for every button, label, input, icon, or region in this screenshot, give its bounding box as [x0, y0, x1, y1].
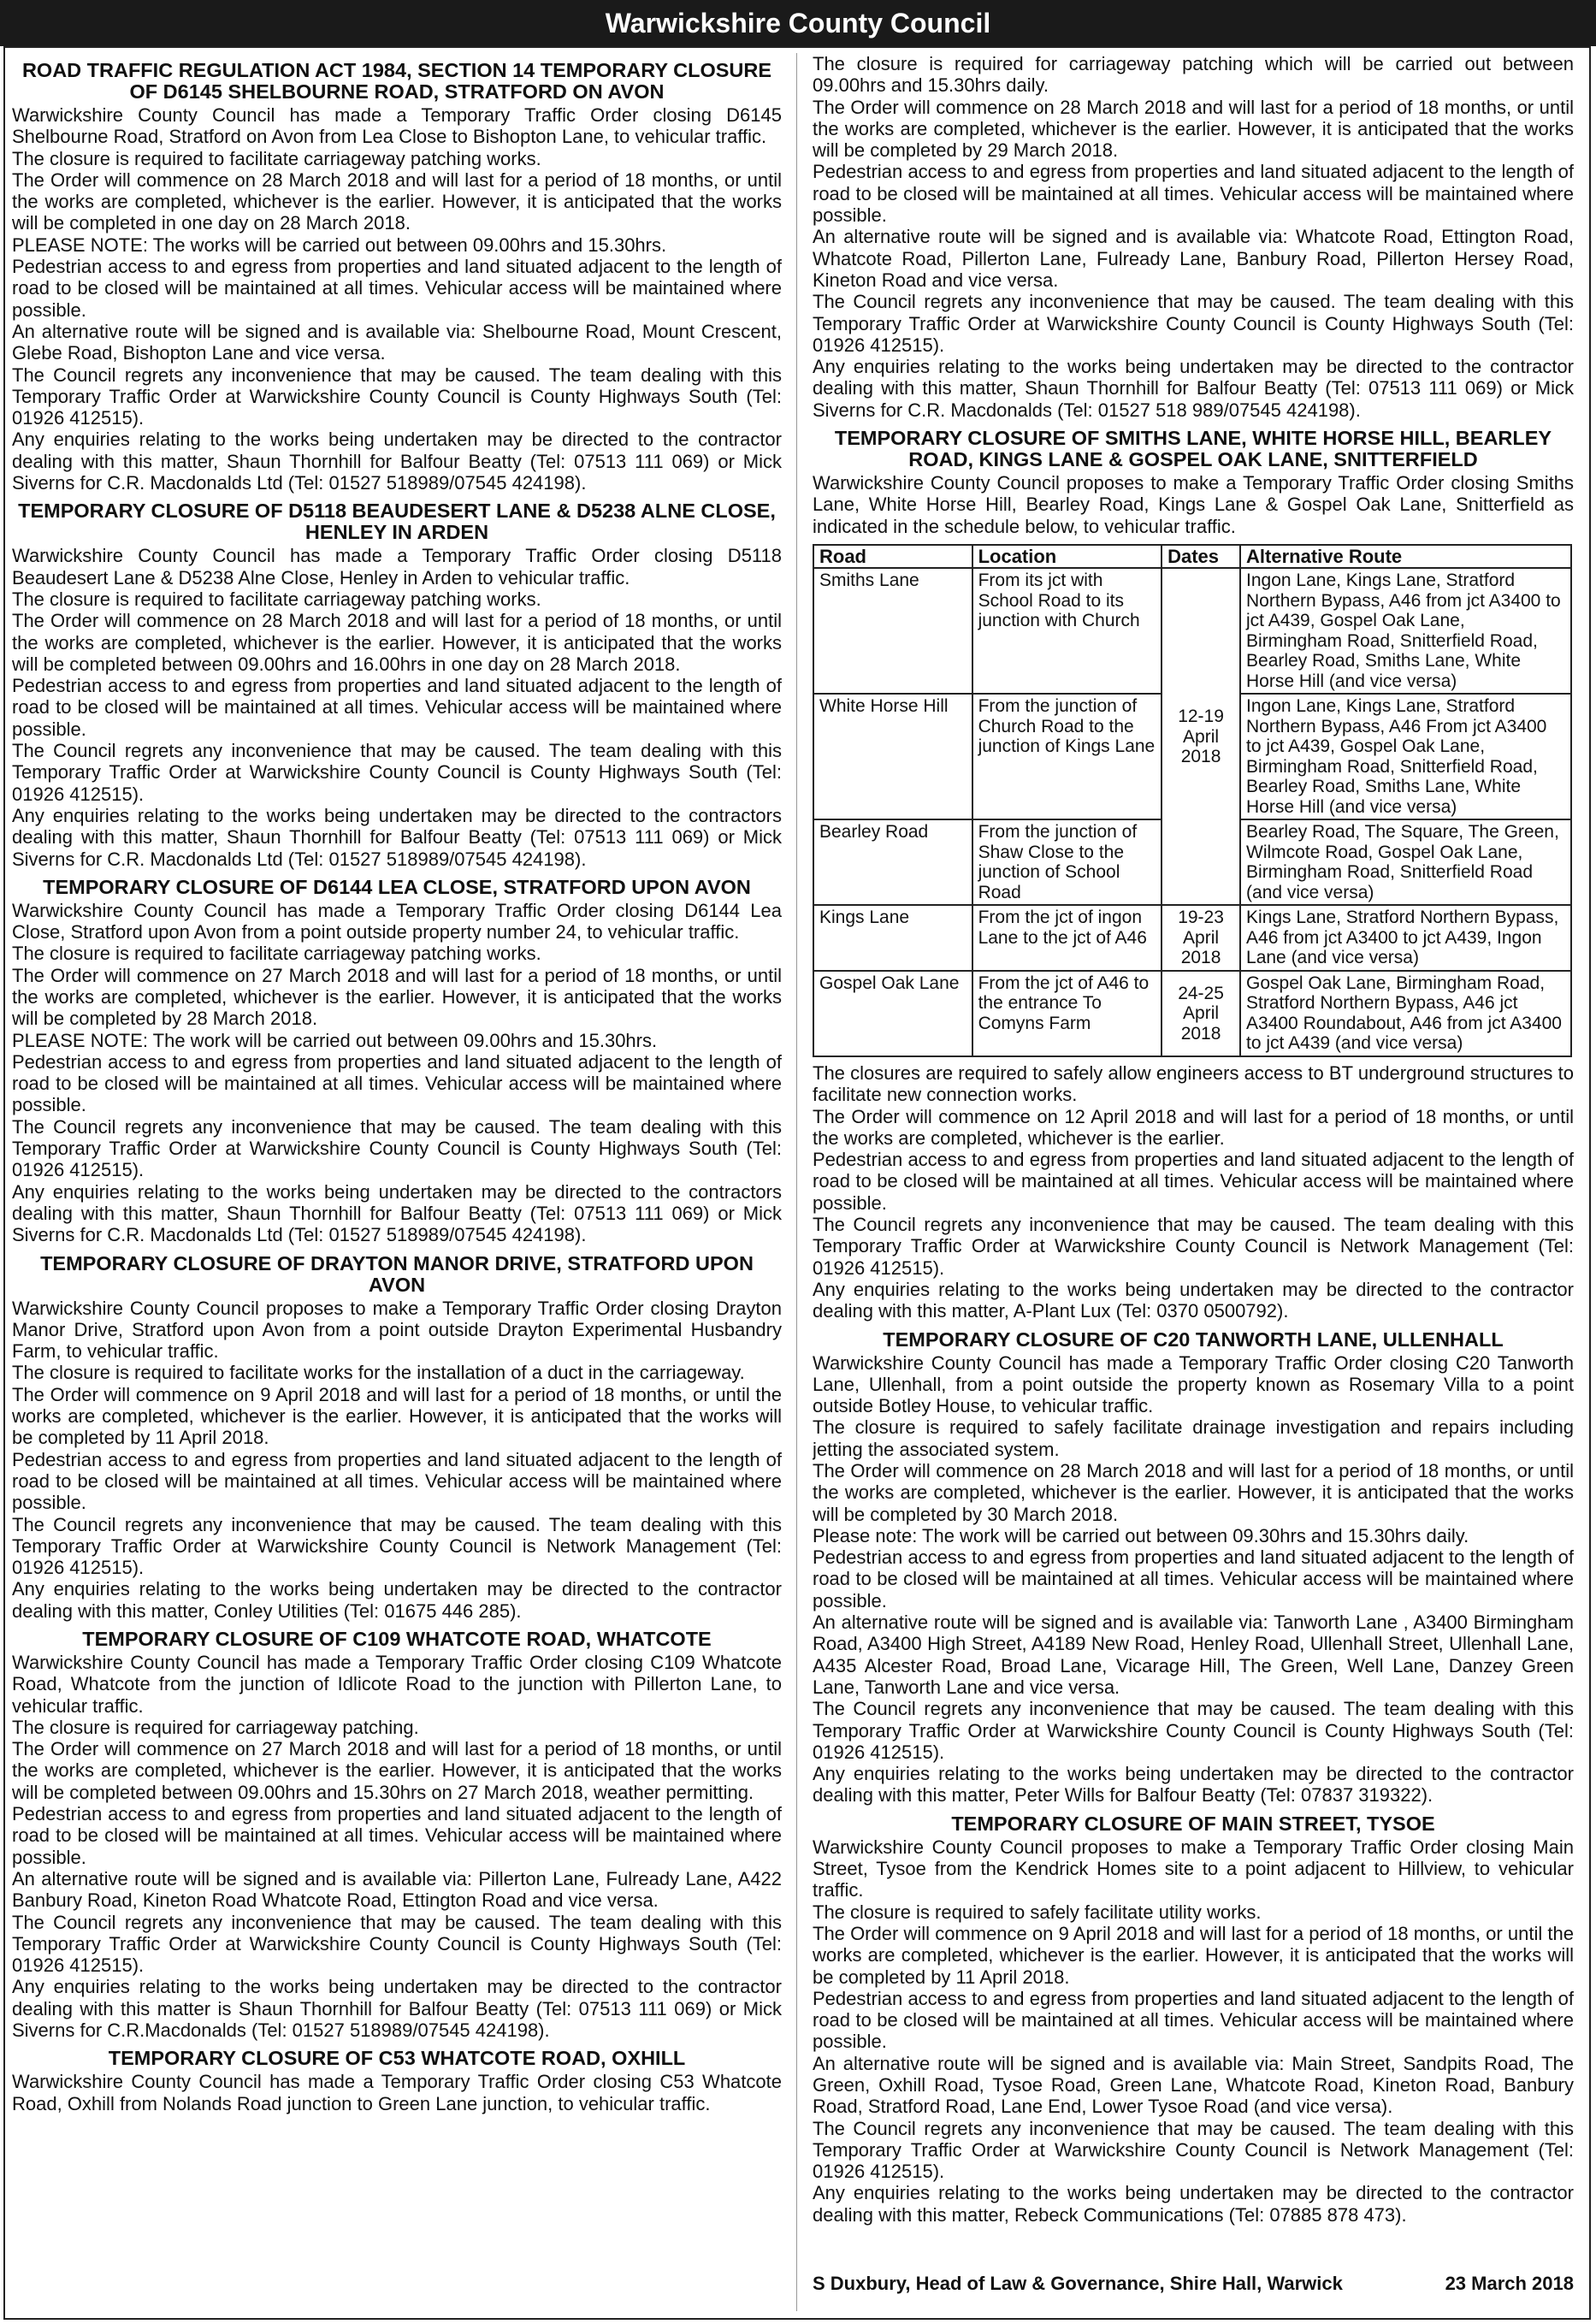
notice-paragraph: An alternative route will be signed and is available via: Pillerton Lane, Fulready Lane, A422 Banbury Road, Kineton Road Whatcote Road, Ettington Road and vice versa. — [12, 1867, 782, 1912]
notice-paragraph: The closure is required to safely facilitate utility works. — [813, 1901, 1262, 1923]
dates-cell: 12-19 April 2018 — [1162, 568, 1240, 905]
notice-group — [813, 1329, 1574, 2226]
table-header-cell: Location — [972, 545, 1162, 569]
notice-paragraph: Warwickshire County Council has made a Temporary Traffic Order closing C53 Whatcote Road, Oxhill from Nolands Road junction to Green Lane junction, to vehicular traffic. — [12, 2071, 782, 2114]
notice-paragraph: The Order will commence on 28 March 2018 and will last for a period of 18 months, or until the works are completed, whichever is the earlier. However, it is anticipated that the works will be completed in one day on 28 March 2018. — [12, 169, 782, 234]
notice-heading: ROAD TRAFFIC REGULATION ACT 1984, SECTION 14 TEMPORARY CLOSURE OF D6145 SHELBOURNE ROAD, STRATFORD ON AVON — [21, 59, 772, 103]
road-cell: Kings Lane — [813, 905, 972, 971]
notice-paragraph: The Council regrets any inconvenience that may be caused. The team dealing with this Temporary Traffic Order at Warwickshire County Council is County Highways South (Tel: 01926 412515). — [813, 291, 1574, 356]
table-header-cell: Dates — [1162, 545, 1240, 569]
route-cell: Ingon Lane, Kings Lane, Stratford Northern Bypass, A46 From jct A3400 to jct A439, Gospel Oak Lane, Birmingham Road, Snitterfield Road, Bearley Road, Smiths Lane, White Horse Hill (and vice versa) — [1240, 694, 1571, 819]
notice-paragraph: PLEASE NOTE: The works will be carried out between 09.00hrs and 15.30hrs. — [12, 234, 667, 256]
notice-heading: TEMPORARY CLOSURE OF D5118 BEAUDESERT LANE & D5238 ALNE CLOSE, HENLEY IN ARDEN — [18, 500, 776, 544]
notice-paragraph: Pedestrian access to and egress from properties and land situated adjacent to the length of road to be closed will be maintained at all times. Vehicular access will be maintained where possible. — [12, 1803, 782, 1868]
notice-paragraph: Any enquiries relating to the works being undertaken may be directed to the contractors dealing with this matter, Shaun Thornhill for Balfour Beatty (Tel: 07513 111 069) or Mick Siverns for C.R. Macdonalds Ltd (Tel: 01527 518989/07545 424198). — [12, 804, 782, 870]
notice-paragraph: Any enquiries relating to the works being undertaken may be directed to the contractor dealing with this matter is Shaun Thornhill for Balfour Beatty (Tel: 07513 111 069) or Mick Siverns for C.R.Macdonalds (Tel: 01527 518989/07545 424198). — [12, 1976, 782, 2042]
notice-paragraph: Any enquiries relating to the works being undertaken may be directed to the contractors dealing with this matter, Shaun Thornhill for Balfour Beatty (Tel: 07513 111 069) or Mick Siverns for C.R. Macdonalds Ltd (Tel: 01527 518989/07545 424198). — [12, 1180, 782, 1246]
notice-paragraph: The closure is required to safely facilitate drainage investigation and repairs including jetting the associated system. — [813, 1416, 1574, 1460]
road-cell: Smiths Lane — [813, 568, 972, 694]
notice-paragraph: Pedestrian access to and egress from properties and land situated adjacent to the length of road to be closed will be maintained at all times. Vehicular access will be maintained where possible. — [12, 1050, 782, 1116]
notice-paragraph: The closure is required to facilitate works for the installation of a duct in the carriageway. — [12, 1362, 745, 1384]
footer — [813, 2272, 1574, 2296]
notice-paragraph: The Order will commence on 28 March 2018 and will last for a period of 18 months, or until the works are completed, whichever is the earlier. However, it is anticipated that the works will be completed by 30 March 2018. — [813, 1459, 1574, 1525]
notice-heading: TEMPORARY CLOSURE OF MAIN STREET, TYSOE — [951, 1812, 1435, 1835]
notice-paragraph: Warwickshire County Council proposes to make a Temporary Traffic Order closing Smiths Lane, White Horse Hill, Bearley Road, Kings Lane & Gospel Oak Lane, Snitterfield as indicated in the schedule below, to vehicular traffic. — [813, 472, 1574, 537]
road-cell: Gospel Oak Lane — [813, 971, 972, 1056]
notice-paragraph: Warwickshire County Council proposes to make a Temporary Traffic Order closing Drayton Manor Drive, Stratford upon Avon from a point outside Drayton Experimental Husbandry Farm, to vehicular traffic. — [12, 1297, 782, 1363]
notice — [12, 1253, 782, 1622]
notice — [12, 2048, 782, 2114]
dates-cell: 19-23 April 2018 — [1162, 905, 1240, 971]
notice-paragraph: An alternative route will be signed and is available via: Main Street, Sandpits Road, The Green, Oxhill Road, Tysoe Road, Green Lane, Whatcote Road, Kineton Road, Banbury Road, Stratford Road, Lane End, Lower Tysoe Road (and vice versa). — [813, 2052, 1574, 2118]
left-column — [12, 53, 782, 2311]
notice-paragraph: Pedestrian access to and egress from properties and land situated adjacent to the length of road to be closed will be maintained at all times. Vehicular access will be maintained where possible. — [813, 161, 1574, 227]
notice-paragraph: The Council regrets any inconvenience that may be caused. The team dealing with this Temporary Traffic Order at Warwickshire County Council is County Highways South (Tel: 01926 412515). — [12, 1115, 782, 1181]
notice-paragraph: The Council regrets any inconvenience that may be caused. The team dealing with this Temporary Traffic Order at Warwickshire County Council is County Highways South (Tel: 01926 412515). — [813, 1698, 1574, 1763]
notice-paragraph: Warwickshire County Council proposes to make a Temporary Traffic Order closing Main Street, Tysoe from the Kendrick Homes site to a point adjacent to Hillview, to vehicular traffic. — [813, 1836, 1574, 1901]
notice-paragraph: Warwickshire County Council has made a Temporary Traffic Order closing D6145 Shelbourne Road, Stratford on Avon from Lea Close to Bishopton Lane, to vehicular traffic. — [12, 104, 782, 148]
right-column — [813, 53, 1574, 2294]
notice-snitterfield — [813, 428, 1574, 1322]
publication-date: 23 March 2018 — [1445, 2273, 1574, 2294]
notice-paragraph: Any enquiries relating to the works being undertaken may be directed to the contractor dealing with this matter, A-Plant Lux (Tel: 0370 0500792). — [813, 1278, 1574, 1322]
road-cell: Bearley Road — [813, 819, 972, 905]
notice-paragraph: The Council regrets any inconvenience that may be caused. The team dealing with this Temporary Traffic Order at Warwickshire County Council is County Highways South (Tel: 01926 412515). — [12, 1911, 782, 1977]
notice-paragraph: An alternative route will be signed and is available via: Whatcote Road, Ettington Road, Whatcote Road, Pillerton Lane, Fulready Lane, Banbury Road, Pillerton Hersey Road, Kineton Road and vice versa. — [813, 226, 1574, 291]
notice-paragraph: Warwickshire County Council has made a Temporary Traffic Order closing D5118 Beaudesert Lane & D5238 Alne Close, Henley in Arden to vehicular traffic. — [12, 545, 782, 588]
notice — [12, 500, 782, 869]
notice-heading: TEMPORARY CLOSURE OF C53 WHATCOTE ROAD, OXHILL — [108, 2047, 686, 2070]
notice-paragraph: The Order will commence on 9 April 2018 and will last for a period of 18 months, or until the works are completed, whichever is the earlier. However, it is anticipated that the works will be completed by 11 April 2018. — [12, 1383, 782, 1449]
notice-paragraph: The Order will commence on 28 March 2018 and will last for a period of 18 months, or until the works are completed, whichever is the earlier. However, it is anticipated that the works will be completed by 29 March 2018. — [813, 96, 1574, 162]
table-row — [813, 568, 1571, 694]
notice-paragraph: The Council regrets any inconvenience that may be caused. The team dealing with this Temporary Traffic Order at Warwickshire County Council is County Highways South (Tel: 01926 412515). — [12, 364, 782, 429]
notice-paragraph: The Council regrets any inconvenience that may be caused. The team dealing with this Temporary Traffic Order at Warwickshire County Council is County Highways South (Tel: 01926 412515). — [12, 740, 782, 805]
notice-paragraph: Pedestrian access to and egress from properties and land situated adjacent to the length of road to be closed will be maintained at all times. Vehicular access will be maintained where possible. — [12, 1448, 782, 1514]
route-cell: Bearley Road, The Square, The Green, Wilmcote Road, Gospel Oak Lane, Birmingham Road, Snitterfield Road (and vice versa) — [1240, 819, 1571, 905]
closure-schedule-table — [813, 544, 1572, 1057]
notice-paragraph: Pedestrian access to and egress from properties and land situated adjacent to the length of road to be closed will be maintained at all times. Vehicular access will be maintained where possible. — [813, 1987, 1574, 2053]
notice-paragraph: The Order will commence on 27 March 2018 and will last for a period of 18 months, or until the works are completed, whichever is the earlier. However, it is anticipated that the works will be completed between 09.00hrs and 15.30hrs on 27 March 2018, weather permitting. — [12, 1738, 782, 1803]
table-row — [813, 971, 1571, 1056]
notice-paragraph: Any enquiries relating to the works being undertaken may be directed to the contractor dealing with this matter, Peter Wills for Balfour Beatty (Tel: 07837 319322). — [813, 1763, 1574, 1807]
dates-cell: 24-25 April 2018 — [1162, 971, 1240, 1056]
notice-paragraph: Any enquiries relating to the works being undertaken may be directed to the contractor dealing with this matter, Conley Utilities (Tel: 01675 446 285). — [12, 1578, 782, 1622]
notice-heading: TEMPORARY CLOSURE OF SMITHS LANE, WHITE HORSE HILL, BEARLEY ROAD, KINGS LANE & GOSPEL OAK LANE, SNITTERFIELD — [834, 427, 1552, 471]
notice-heading: TEMPORARY CLOSURE OF C109 WHATCOTE ROAD, WHATCOTE — [82, 1628, 712, 1650]
notice-paragraph: Warwickshire County Council has made a Temporary Traffic Order closing C20 Tanworth Lane, Ullenhall, from a point outside the property known as Rosemary Villa to a point outside Botley House, to vehicular traffic. — [813, 1351, 1574, 1417]
notice-paragraph: Any enquiries relating to the works being undertaken may be directed to the contractor dealing with this matter, Shaun Thornhill for Balfour Beatty (Tel: 07513 111 069) or Mick Siverns for C.R. Macdonalds (Tel: 01527 518 989/07545 424198). — [813, 356, 1574, 421]
notice-paragraph: Any enquiries relating to the works being undertaken may be directed to the contractor dealing with this matter, Rebeck Communications (Tel: 07885 878 473). — [813, 2182, 1574, 2226]
notice-paragraph: The Order will commence on 27 March 2018 and will last for a period of 18 months, or until the works are completed, whichever is the earlier. However, it is anticipated that the works will be completed by 28 March 2018. — [12, 964, 782, 1030]
notice-paragraph: PLEASE NOTE: The work will be carried out between 09.00hrs and 15.30hrs. — [12, 1029, 658, 1051]
notice-paragraph: Warwickshire County Council has made a Temporary Traffic Order closing D6144 Lea Close, Stratford upon Avon from a point outside property number 24, to vehicular traffic. — [12, 899, 782, 943]
notice-heading: TEMPORARY CLOSURE OF C20 TANWORTH LANE, ULLENHALL — [883, 1328, 1504, 1351]
notice — [813, 1329, 1574, 1807]
notice-paragraph: The Order will commence on 12 April 2018 and will last for a period of 18 months, or until the works are completed, whichever is the earlier. — [813, 1105, 1574, 1149]
road-cell: White Horse Hill — [813, 694, 972, 819]
council-banner: Warwickshire County Council — [0, 0, 1596, 46]
table-header-cell: Road — [813, 545, 972, 569]
column-divider — [796, 53, 797, 2311]
notice-paragraph: The closure is required to facilitate carriageway patching works. — [12, 588, 541, 610]
notice-paragraph: The Order will commence on 9 April 2018 and will last for a period of 18 months, or until the works are completed, whichever is the earlier. However, it is anticipated that the works will be completed by 11 April 2018. — [813, 1922, 1574, 1988]
location-cell: From its jct with School Road to its junction with Church — [972, 568, 1162, 694]
location-cell: From the junction of Shaw Close to the junction of School Road — [972, 819, 1162, 905]
table-header-cell: Alternative Route — [1240, 545, 1571, 569]
location-cell: From the jct of ingon Lane to the jct of A46 — [972, 905, 1162, 971]
notice-continuation — [813, 53, 1574, 421]
notice-paragraph: The Council regrets any inconvenience that may be caused. The team dealing with this Temporary Traffic Order at Warwickshire County Council is Network Management (Tel: 01926 412515). — [813, 1214, 1574, 1279]
notice — [813, 1813, 1574, 2226]
notice-paragraph: Warwickshire County Council has made a Temporary Traffic Order closing C109 Whatcote Road, Whatcote from the junction of Idlicote Road to the junction with Pillerton Lane, to vehicular traffic. — [12, 1652, 782, 1717]
notice-heading: TEMPORARY CLOSURE OF D6144 LEA CLOSE, STRATFORD UPON AVON — [43, 875, 751, 898]
route-cell: Kings Lane, Stratford Northern Bypass, A46 from jct A3400 to jct A439, Ingon Lane (and vice versa) — [1240, 905, 1571, 971]
location-cell: From the jct of A46 to the entrance To Comyns Farm — [972, 971, 1162, 1056]
notice-paragraph: An alternative route will be signed and is available via: Tanworth Lane , A3400 Birmingham Road, A3400 High Street, A4189 New Road, Henley Road, Ullenhall Street, Ullenhall Lane, A435 Alcester Road, Broad Lane, Vicarage Hill, The Green, Well Lane, Danzey Green Lane, Tanworth Lane and vice versa. — [813, 1611, 1574, 1698]
notice-body — [813, 1062, 1574, 1322]
notice-paragraph: The Order will commence on 28 March 2018 and will last for a period of 18 months, or until the works are completed, whichever is the earlier. However, it is anticipated that the works will be completed between 09.00hrs and 16.00hrs in one day on 28 March 2018. — [12, 610, 782, 675]
location-cell: From the junction of Church Road to the junction of Kings Lane — [972, 694, 1162, 819]
table-header-row — [813, 545, 1571, 569]
signatory: S Duxbury, Head of Law & Governance, Shire Hall, Warwick — [813, 2273, 1343, 2294]
table-row — [813, 905, 1571, 971]
notice-heading: TEMPORARY CLOSURE OF DRAYTON MANOR DRIVE, STRATFORD UPON AVON — [40, 1251, 754, 1296]
notice-paragraph: Please note: The work will be carried out between 09.30hrs and 15.30hrs daily. — [813, 1524, 1469, 1546]
notice-paragraph: The closure is required for carriageway patching which will be carried out between 09.00hrs and 15.30hrs daily. — [813, 53, 1574, 97]
notice — [12, 1629, 782, 2041]
notice-paragraph: An alternative route will be signed and is available via: Shelbourne Road, Mount Crescent, Glebe Road, Bishopton Lane and vice versa. — [12, 320, 782, 364]
notice-paragraph: Any enquiries relating to the works being undertaken may be directed to the contractor dealing with this matter, Shaun Thornhill for Balfour Beatty (Tel: 07513 111 069) or Mick Siverns for C.R. Macdonalds Ltd (Tel: 01527 518989/07545 424198). — [12, 429, 782, 494]
notice-paragraph: Pedestrian access to and egress from properties and land situated adjacent to the length of road to be closed will be maintained at all times. Vehicular access will be maintained where possible. — [12, 256, 782, 321]
notice-paragraph: The closures are required to safely allow engineers access to BT underground structures to facilitate new connection works. — [813, 1061, 1574, 1106]
notice-paragraph: The closure is required for carriageway patching. — [12, 1716, 419, 1738]
notice-paragraph: Pedestrian access to and egress from properties and land situated adjacent to the length of road to be closed will be maintained at all times. Vehicular access will be maintained where possible. — [12, 675, 782, 740]
route-cell: Gospel Oak Lane, Birmingham Road, Stratford Northern Bypass, A46 jct A3400 Roundabout, A46 from jct A3400 to jct A439 (and vice versa) — [1240, 971, 1571, 1056]
notice — [12, 60, 782, 494]
notice-paragraph: The closure is required to facilitate carriageway patching works. — [12, 147, 541, 169]
notice-paragraph: The Council regrets any inconvenience that may be caused. The team dealing with this Temporary Traffic Order at Warwickshire County Council is Network Management (Tel: 01926 412515). — [813, 2117, 1574, 2183]
notice-paragraph: Pedestrian access to and egress from properties and land situated adjacent to the length of road to be closed will be maintained at all times. Vehicular access will be maintained where possible. — [813, 1149, 1574, 1214]
notice-paragraph: The closure is required to facilitate carriageway patching works. — [12, 943, 541, 965]
notice-paragraph: The Council regrets any inconvenience that may be caused. The team dealing with this Temporary Traffic Order at Warwickshire County Council is Network Management (Tel: 01926 412515). — [12, 1513, 782, 1579]
notice-paragraph: Pedestrian access to and egress from properties and land situated adjacent to the length of road to be closed will be maintained at all times. Vehicular access will be maintained where possible. — [813, 1546, 1574, 1611]
route-cell: Ingon Lane, Kings Lane, Stratford Northern Bypass, A46 from jct A3400 to jct A439, Gospel Oak Lane, Birmingham Road, Snitterfield Road, Bearley Road, Smiths Lane, White Horse Hill (and vice versa) — [1240, 568, 1571, 694]
notice — [12, 877, 782, 1246]
